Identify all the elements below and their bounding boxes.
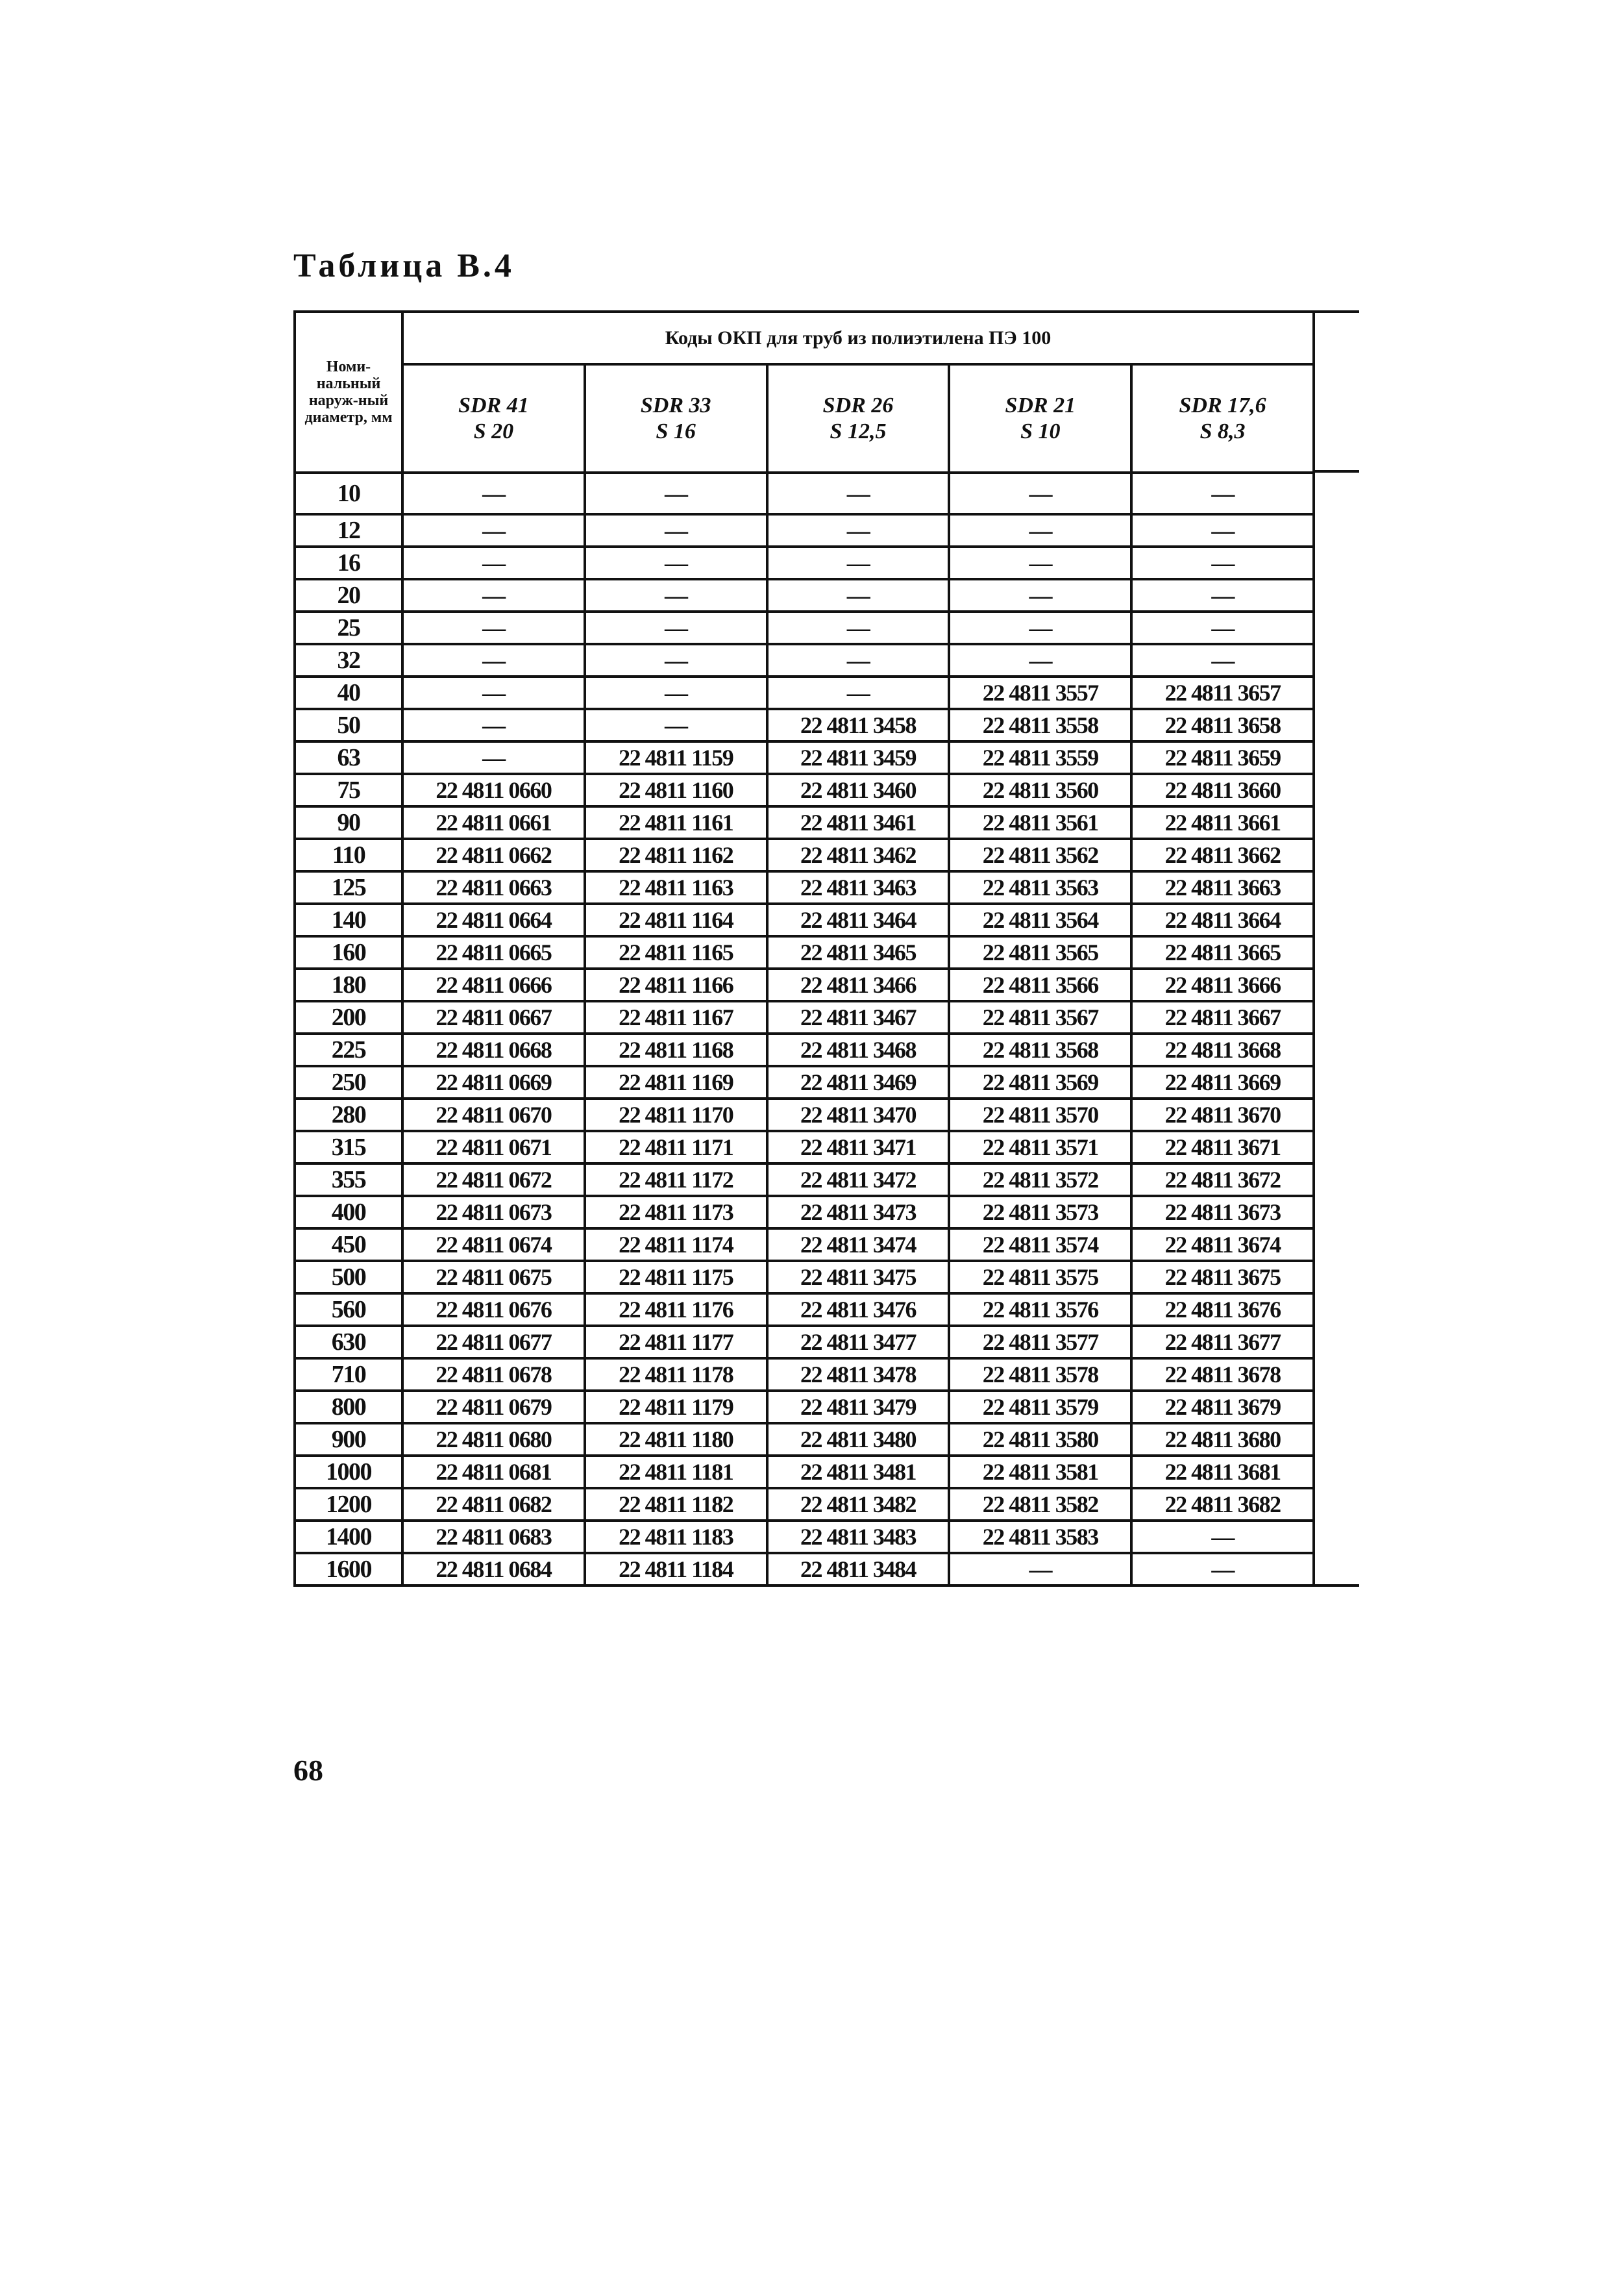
okp-code-cell: — — [949, 612, 1131, 644]
okp-code-cell: 22 4811 0677 — [402, 1326, 585, 1358]
okp-code-cell: — — [1131, 644, 1314, 677]
okp-code-cell: 22 4811 3671 — [1131, 1131, 1314, 1163]
diameter-cell: 63 — [295, 741, 402, 774]
okp-code-cell: 22 4811 3564 — [949, 904, 1131, 936]
header-okp-codes: Коды ОКП для труб из полиэтилена ПЭ 100 — [402, 312, 1314, 364]
table-row — [295, 473, 1314, 514]
diameter-cell: 140 — [295, 904, 402, 936]
diameter-cell: 125 — [295, 871, 402, 904]
okp-code-cell: 22 4811 3673 — [1131, 1196, 1314, 1228]
okp-code-cell: 22 4811 3463 — [767, 871, 950, 904]
okp-code-cell: 22 4811 3479 — [767, 1391, 950, 1423]
table-row — [295, 904, 1314, 936]
okp-code-cell: 22 4811 3580 — [949, 1423, 1131, 1456]
okp-code-cell: 22 4811 3657 — [1131, 677, 1314, 709]
s-label: S 20 — [473, 419, 514, 443]
diameter-cell: 75 — [295, 774, 402, 806]
table-row — [295, 709, 1314, 741]
okp-code-cell: 22 4811 3577 — [949, 1326, 1131, 1358]
table-row — [295, 1196, 1314, 1228]
okp-code-cell: 22 4811 3558 — [949, 709, 1131, 741]
okp-code-cell: 22 4811 3462 — [767, 839, 950, 871]
okp-code-cell: — — [949, 1553, 1131, 1585]
okp-code-cell: 22 4811 3563 — [949, 871, 1131, 904]
table-row — [295, 1001, 1314, 1034]
diameter-cell: 10 — [295, 473, 402, 514]
okp-code-cell: 22 4811 3473 — [767, 1196, 950, 1228]
page-number: 68 — [293, 1754, 323, 1787]
table-row — [295, 969, 1314, 1001]
okp-code-cell: 22 4811 3570 — [949, 1099, 1131, 1131]
s-label: S 10 — [1020, 419, 1061, 443]
diameter-cell: 25 — [295, 612, 402, 644]
okp-code-cell: 22 4811 1184 — [585, 1553, 767, 1585]
okp-code-cell: 22 4811 3481 — [767, 1456, 950, 1488]
okp-code-cell: 22 4811 3466 — [767, 969, 950, 1001]
okp-code-cell: 22 4811 3557 — [949, 677, 1131, 709]
sdr-label: SDR 41 — [458, 393, 529, 417]
okp-code-cell: 22 4811 1168 — [585, 1034, 767, 1066]
okp-code-cell: 22 4811 3681 — [1131, 1456, 1314, 1488]
header-extension-line-top — [1314, 310, 1359, 313]
okp-code-cell: — — [767, 644, 950, 677]
okp-code-cell: 22 4811 3676 — [1131, 1293, 1314, 1326]
diameter-cell: 500 — [295, 1261, 402, 1293]
table-container — [293, 310, 1354, 1587]
okp-code-cell: 22 4811 0673 — [402, 1196, 585, 1228]
okp-code-cell: 22 4811 3465 — [767, 936, 950, 969]
okp-code-cell: 22 4811 3669 — [1131, 1066, 1314, 1099]
okp-code-cell: 22 4811 1171 — [585, 1131, 767, 1163]
okp-code-cell: — — [1131, 514, 1314, 547]
diameter-cell: 630 — [295, 1326, 402, 1358]
diameter-cell: 16 — [295, 547, 402, 579]
okp-code-cell: 22 4811 0678 — [402, 1358, 585, 1391]
table-row — [295, 1326, 1314, 1358]
okp-code-cell: 22 4811 0662 — [402, 839, 585, 871]
okp-code-cell: — — [585, 473, 767, 514]
okp-code-cell: 22 4811 3460 — [767, 774, 950, 806]
okp-code-cell: 22 4811 1182 — [585, 1488, 767, 1521]
table-row — [295, 547, 1314, 579]
diameter-cell: 12 — [295, 514, 402, 547]
table-row — [295, 1293, 1314, 1326]
diameter-cell: 315 — [295, 1131, 402, 1163]
okp-code-cell: 22 4811 0666 — [402, 969, 585, 1001]
table-row — [295, 741, 1314, 774]
okp-code-cell: — — [402, 547, 585, 579]
okp-code-cell: 22 4811 3560 — [949, 774, 1131, 806]
table-row — [295, 612, 1314, 644]
okp-code-cell: 22 4811 3665 — [1131, 936, 1314, 969]
okp-code-cell: 22 4811 0684 — [402, 1553, 585, 1585]
table-row — [295, 1391, 1314, 1423]
diameter-cell: 200 — [295, 1001, 402, 1034]
okp-code-cell: 22 4811 3470 — [767, 1099, 950, 1131]
okp-code-cell: 22 4811 3561 — [949, 806, 1131, 839]
okp-code-cell: 22 4811 3581 — [949, 1456, 1131, 1488]
table-extension-line-bottom — [1314, 1584, 1359, 1587]
diameter-cell: 1200 — [295, 1488, 402, 1521]
okp-code-cell: — — [585, 579, 767, 612]
okp-code-cell: 22 4811 0682 — [402, 1488, 585, 1521]
header-sdr-41 — [402, 364, 585, 473]
table-row — [295, 1358, 1314, 1391]
okp-code-cell: — — [585, 709, 767, 741]
okp-code-cell: 22 4811 0676 — [402, 1293, 585, 1326]
okp-code-cell: 22 4811 3660 — [1131, 774, 1314, 806]
table-row — [295, 936, 1314, 969]
okp-code-cell: — — [1131, 579, 1314, 612]
diameter-cell: 400 — [295, 1196, 402, 1228]
diameter-cell: 160 — [295, 936, 402, 969]
header-sdr-26 — [767, 364, 950, 473]
okp-code-cell: 22 4811 3469 — [767, 1066, 950, 1099]
okp-code-cell: — — [949, 473, 1131, 514]
okp-code-cell: 22 4811 3468 — [767, 1034, 950, 1066]
okp-code-cell: 22 4811 1161 — [585, 806, 767, 839]
okp-code-cell: — — [767, 677, 950, 709]
okp-code-cell: 22 4811 0674 — [402, 1228, 585, 1261]
diameter-cell: 1600 — [295, 1553, 402, 1585]
okp-code-cell: — — [767, 547, 950, 579]
okp-code-cell: 22 4811 3565 — [949, 936, 1131, 969]
okp-code-cell: 22 4811 0683 — [402, 1521, 585, 1553]
okp-code-cell: 22 4811 0668 — [402, 1034, 585, 1066]
okp-code-cell: — — [949, 644, 1131, 677]
okp-code-cell: 22 4811 3579 — [949, 1391, 1131, 1423]
okp-code-cell: 22 4811 3464 — [767, 904, 950, 936]
okp-code-cell: — — [402, 741, 585, 774]
okp-code-cell: — — [1131, 612, 1314, 644]
okp-code-cell: 22 4811 3664 — [1131, 904, 1314, 936]
okp-code-cell: 22 4811 1160 — [585, 774, 767, 806]
okp-code-cell: 22 4811 3680 — [1131, 1423, 1314, 1456]
table-row — [295, 871, 1314, 904]
header-row-sdr — [295, 364, 1314, 473]
okp-code-cell: 22 4811 3573 — [949, 1196, 1131, 1228]
diameter-cell: 180 — [295, 969, 402, 1001]
okp-code-cell: — — [402, 579, 585, 612]
table-row — [295, 1066, 1314, 1099]
okp-code-cell: — — [402, 677, 585, 709]
okp-code-cell: — — [402, 612, 585, 644]
okp-code-cell: 22 4811 3475 — [767, 1261, 950, 1293]
header-sdr-17-6 — [1131, 364, 1314, 473]
diameter-cell: 800 — [295, 1391, 402, 1423]
okp-code-cell: 22 4811 3661 — [1131, 806, 1314, 839]
okp-code-cell: 22 4811 3458 — [767, 709, 950, 741]
okp-code-cell: 22 4811 1170 — [585, 1099, 767, 1131]
table-body — [295, 473, 1314, 1585]
diameter-cell: 710 — [295, 1358, 402, 1391]
table-row — [295, 677, 1314, 709]
table-row — [295, 1228, 1314, 1261]
okp-code-cell: 22 4811 3476 — [767, 1293, 950, 1326]
okp-code-cell: — — [949, 547, 1131, 579]
okp-code-cell: 22 4811 0680 — [402, 1423, 585, 1456]
okp-code-cell: 22 4811 3559 — [949, 741, 1131, 774]
diameter-cell: 355 — [295, 1163, 402, 1196]
okp-code-cell: 22 4811 0675 — [402, 1261, 585, 1293]
okp-code-cell: 22 4811 3674 — [1131, 1228, 1314, 1261]
header-sdr-33 — [585, 364, 767, 473]
okp-code-cell: 22 4811 1165 — [585, 936, 767, 969]
okp-code-cell: 22 4811 0669 — [402, 1066, 585, 1099]
okp-code-cell: — — [585, 644, 767, 677]
okp-code-cell: 22 4811 1178 — [585, 1358, 767, 1391]
okp-code-cell: 22 4811 3467 — [767, 1001, 950, 1034]
table-row — [295, 1261, 1314, 1293]
okp-code-cell: 22 4811 1179 — [585, 1391, 767, 1423]
okp-code-cell: 22 4811 3666 — [1131, 969, 1314, 1001]
okp-code-cell: 22 4811 0667 — [402, 1001, 585, 1034]
okp-code-cell: — — [585, 677, 767, 709]
okp-code-cell: — — [402, 644, 585, 677]
table-row — [295, 1521, 1314, 1553]
okp-code-cell: 22 4811 0672 — [402, 1163, 585, 1196]
okp-code-cell: 22 4811 3567 — [949, 1001, 1131, 1034]
sdr-label: SDR 33 — [640, 393, 711, 417]
table-row — [295, 644, 1314, 677]
okp-code-cell: 22 4811 3562 — [949, 839, 1131, 871]
okp-code-cell: 22 4811 0661 — [402, 806, 585, 839]
okp-code-cell: 22 4811 0670 — [402, 1099, 585, 1131]
okp-code-cell: — — [585, 514, 767, 547]
okp-code-cell: 22 4811 3574 — [949, 1228, 1131, 1261]
okp-code-cell: 22 4811 3678 — [1131, 1358, 1314, 1391]
diameter-cell: 450 — [295, 1228, 402, 1261]
okp-code-cell: 22 4811 3576 — [949, 1293, 1131, 1326]
okp-code-cell: 22 4811 3472 — [767, 1163, 950, 1196]
okp-code-cell: — — [767, 612, 950, 644]
okp-code-cell: 22 4811 3482 — [767, 1488, 950, 1521]
diameter-cell: 50 — [295, 709, 402, 741]
diameter-cell: 20 — [295, 579, 402, 612]
okp-code-cell: 22 4811 3663 — [1131, 871, 1314, 904]
okp-code-cell: 22 4811 1166 — [585, 969, 767, 1001]
okp-code-cell: 22 4811 1181 — [585, 1456, 767, 1488]
okp-code-cell: 22 4811 3583 — [949, 1521, 1131, 1553]
okp-code-cell: 22 4811 1175 — [585, 1261, 767, 1293]
okp-code-cell: 22 4811 3658 — [1131, 709, 1314, 741]
header-extension-line-mid — [1314, 470, 1359, 473]
sdr-label: SDR 26 — [822, 393, 894, 417]
s-label: S 8,3 — [1200, 419, 1246, 443]
okp-code-cell: 22 4811 3582 — [949, 1488, 1131, 1521]
okp-code-cell: 22 4811 0665 — [402, 936, 585, 969]
okp-code-cell: 22 4811 1180 — [585, 1423, 767, 1456]
okp-code-cell: 22 4811 1169 — [585, 1066, 767, 1099]
okp-code-cell: 22 4811 3675 — [1131, 1261, 1314, 1293]
okp-code-cell: 22 4811 3480 — [767, 1423, 950, 1456]
okp-code-cell: — — [402, 514, 585, 547]
okp-code-cell: 22 4811 0671 — [402, 1131, 585, 1163]
table-row — [295, 1099, 1314, 1131]
okp-code-cell: 22 4811 3670 — [1131, 1099, 1314, 1131]
table-row — [295, 1163, 1314, 1196]
okp-code-cell: 22 4811 3575 — [949, 1261, 1131, 1293]
okp-code-cell: 22 4811 1162 — [585, 839, 767, 871]
s-label: S 16 — [656, 419, 696, 443]
okp-code-cell: 22 4811 0681 — [402, 1456, 585, 1488]
table-row — [295, 1131, 1314, 1163]
sdr-label: SDR 21 — [1005, 393, 1076, 417]
okp-code-cell: 22 4811 1159 — [585, 741, 767, 774]
okp-code-cell: — — [1131, 1553, 1314, 1585]
sdr-label: SDR 17,6 — [1179, 393, 1266, 417]
okp-code-cell: 22 4811 3461 — [767, 806, 950, 839]
table-row — [295, 1456, 1314, 1488]
okp-code-cell: — — [585, 547, 767, 579]
okp-code-cell: 22 4811 1173 — [585, 1196, 767, 1228]
okp-code-cell: — — [585, 612, 767, 644]
header-row-group — [295, 312, 1314, 364]
diameter-cell: 225 — [295, 1034, 402, 1066]
okp-code-cell: 22 4811 3477 — [767, 1326, 950, 1358]
table-row — [295, 806, 1314, 839]
table-row — [295, 1488, 1314, 1521]
okp-code-cell: 22 4811 3682 — [1131, 1488, 1314, 1521]
okp-code-cell: 22 4811 1167 — [585, 1001, 767, 1034]
table-row — [295, 579, 1314, 612]
okp-code-cell: 22 4811 3569 — [949, 1066, 1131, 1099]
okp-code-cell: 22 4811 3679 — [1131, 1391, 1314, 1423]
okp-codes-table — [293, 310, 1315, 1587]
table-row — [295, 1423, 1314, 1456]
okp-code-cell: 22 4811 3672 — [1131, 1163, 1314, 1196]
okp-code-cell: 22 4811 1172 — [585, 1163, 767, 1196]
okp-code-cell: 22 4811 1177 — [585, 1326, 767, 1358]
okp-code-cell: 22 4811 0663 — [402, 871, 585, 904]
s-label: S 12,5 — [830, 419, 887, 443]
diameter-cell: 1400 — [295, 1521, 402, 1553]
okp-code-cell: 22 4811 3478 — [767, 1358, 950, 1391]
diameter-cell: 90 — [295, 806, 402, 839]
diameter-cell: 280 — [295, 1099, 402, 1131]
diameter-cell: 1000 — [295, 1456, 402, 1488]
okp-code-cell: 22 4811 3571 — [949, 1131, 1131, 1163]
okp-code-cell: — — [402, 473, 585, 514]
okp-code-cell: 22 4811 1163 — [585, 871, 767, 904]
okp-code-cell: 22 4811 3572 — [949, 1163, 1131, 1196]
okp-code-cell: 22 4811 1176 — [585, 1293, 767, 1326]
okp-code-cell: 22 4811 3568 — [949, 1034, 1131, 1066]
okp-code-cell: 22 4811 3662 — [1131, 839, 1314, 871]
table-row — [295, 1034, 1314, 1066]
okp-code-cell: 22 4811 3459 — [767, 741, 950, 774]
okp-code-cell: 22 4811 3578 — [949, 1358, 1131, 1391]
table-title: Таблица В.4 — [293, 247, 515, 284]
okp-code-cell: 22 4811 3667 — [1131, 1001, 1314, 1034]
okp-code-cell: — — [402, 709, 585, 741]
okp-code-cell: — — [767, 473, 950, 514]
table-row — [295, 1553, 1314, 1585]
okp-code-cell: 22 4811 0660 — [402, 774, 585, 806]
okp-code-cell: 22 4811 1183 — [585, 1521, 767, 1553]
okp-code-cell: 22 4811 3483 — [767, 1521, 950, 1553]
table-row — [295, 514, 1314, 547]
table-row — [295, 839, 1314, 871]
okp-code-cell: 22 4811 0664 — [402, 904, 585, 936]
okp-code-cell: 22 4811 3471 — [767, 1131, 950, 1163]
diameter-cell: 110 — [295, 839, 402, 871]
okp-code-cell: — — [1131, 1521, 1314, 1553]
okp-code-cell: 22 4811 1164 — [585, 904, 767, 936]
okp-code-cell: 22 4811 3659 — [1131, 741, 1314, 774]
okp-code-cell: 22 4811 3566 — [949, 969, 1131, 1001]
okp-code-cell: 22 4811 1174 — [585, 1228, 767, 1261]
okp-code-cell: — — [767, 514, 950, 547]
header-sdr-21 — [949, 364, 1131, 473]
okp-code-cell: 22 4811 3668 — [1131, 1034, 1314, 1066]
okp-code-cell: — — [1131, 547, 1314, 579]
diameter-cell: 250 — [295, 1066, 402, 1099]
okp-code-cell: 22 4811 3484 — [767, 1553, 950, 1585]
okp-code-cell: — — [949, 514, 1131, 547]
okp-code-cell: 22 4811 0679 — [402, 1391, 585, 1423]
diameter-cell: 560 — [295, 1293, 402, 1326]
okp-code-cell: 22 4811 3474 — [767, 1228, 950, 1261]
header-nominal-diameter: Номи-нальный наруж-ный диаметр, мм — [295, 312, 402, 473]
okp-code-cell: — — [1131, 473, 1314, 514]
diameter-cell: 40 — [295, 677, 402, 709]
okp-code-cell: 22 4811 3677 — [1131, 1326, 1314, 1358]
diameter-cell: 900 — [295, 1423, 402, 1456]
diameter-cell: 32 — [295, 644, 402, 677]
okp-code-cell: — — [767, 579, 950, 612]
table-row — [295, 774, 1314, 806]
okp-code-cell: — — [949, 579, 1131, 612]
